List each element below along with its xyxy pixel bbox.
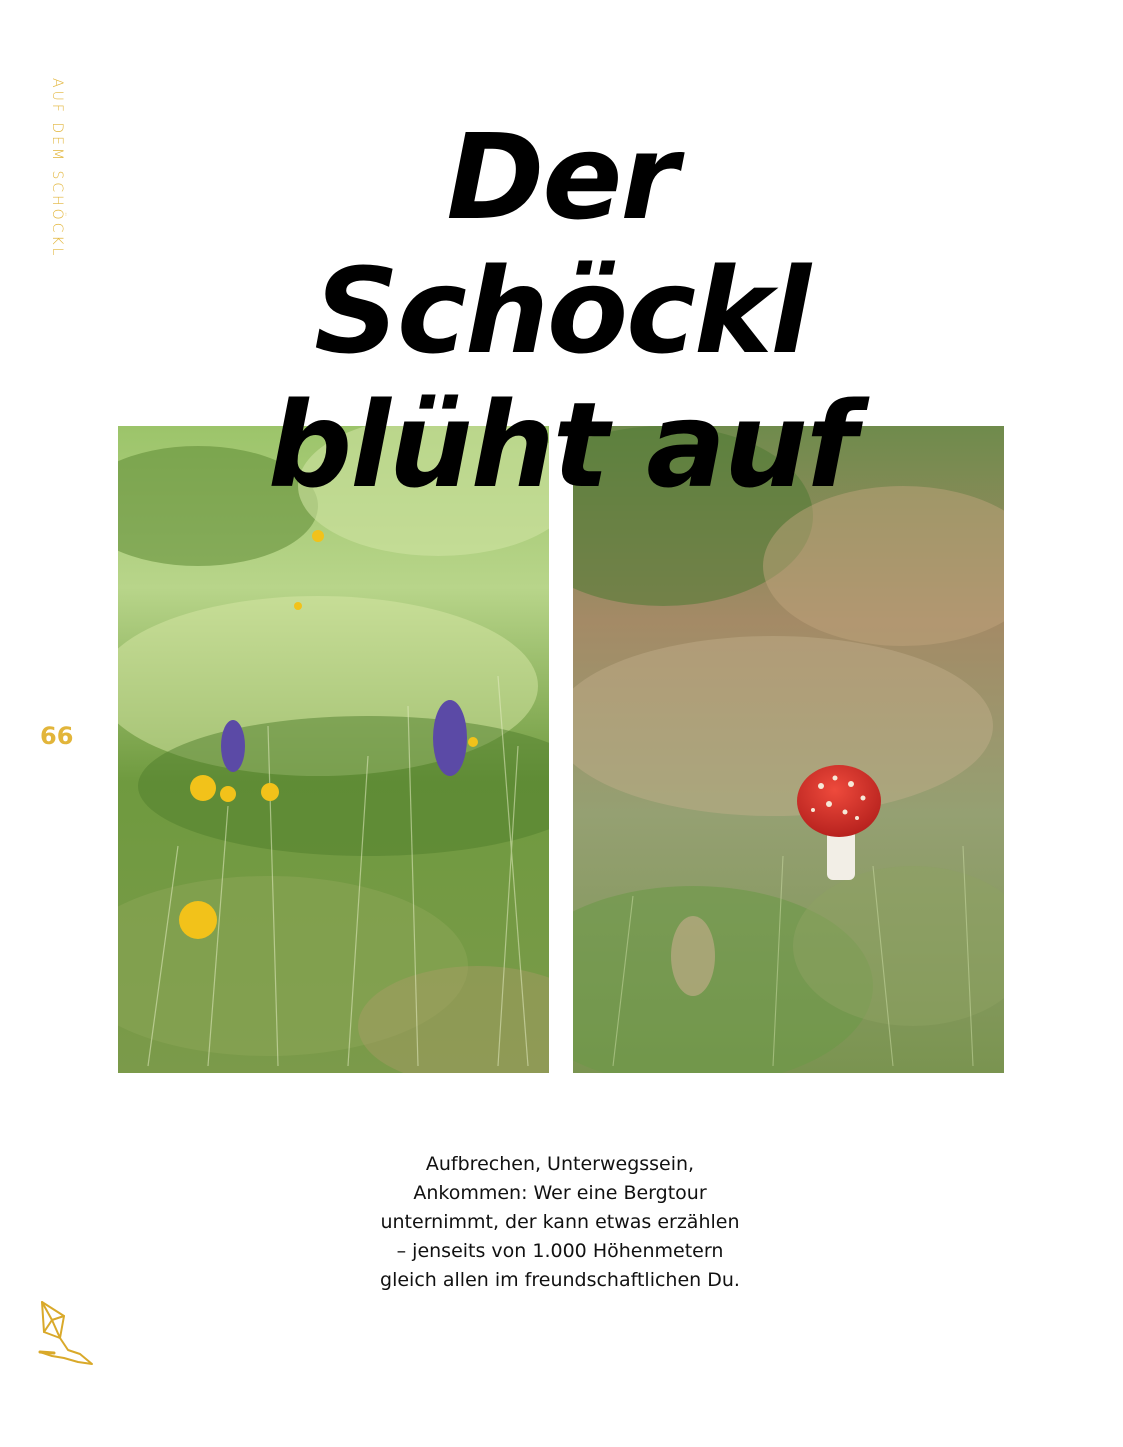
headline: [0, 110, 1123, 512]
intro-line: gleich allen im freundschaftlichen Du.: [380, 1269, 740, 1291]
section-label: AUF DEM SCHÖCKL: [49, 78, 65, 259]
meadow-flowers-photo: [118, 426, 549, 1073]
headline-line-1: Der: [446, 108, 677, 246]
intro-line: Aufbrechen, Unterwegssein,: [425, 1153, 695, 1175]
mountain-outline-logo-icon: [34, 1298, 98, 1368]
headline-line-2: Schöckl: [314, 242, 809, 380]
headline-line-3: blüht auf: [267, 376, 856, 514]
page-number: 66: [40, 722, 74, 750]
fly-agaric-mushroom-photo: [573, 426, 1004, 1073]
intro-paragraph: [300, 1150, 820, 1295]
intro-line: Ankommen: Wer eine Bergtour: [413, 1182, 707, 1204]
intro-line: – jenseits von 1.000 Höhenmetern: [396, 1240, 724, 1262]
intro-line: unternimmt, der kann etwas erzählen: [380, 1211, 740, 1233]
